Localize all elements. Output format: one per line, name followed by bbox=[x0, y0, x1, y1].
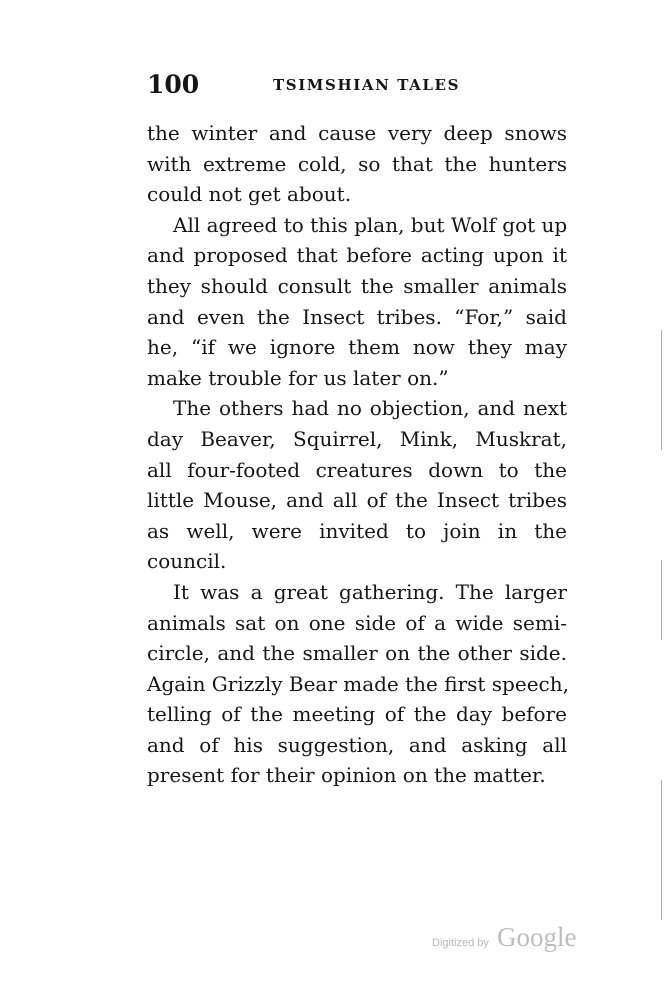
text-line: and of his suggestion, and asking all bbox=[147, 732, 567, 757]
body-text bbox=[147, 118, 567, 791]
text-line: and even the Insect tribes. “For,” said bbox=[147, 304, 567, 329]
text-line: present for their opinion on the matter. bbox=[147, 763, 546, 788]
text-line: circle, and the smaller on the other side. bbox=[147, 641, 567, 666]
text-line: animals sat on one side of a wide semi- bbox=[147, 610, 567, 635]
google-logo-text: Google bbox=[496, 922, 577, 952]
text-line: he, “if we ignore them now they may bbox=[147, 335, 567, 360]
text-line: could not get about. bbox=[147, 182, 352, 207]
text-line: little Mouse, and all of the Insect tribes bbox=[147, 488, 567, 513]
text-line: all four-footed creatures down to the bbox=[147, 457, 567, 482]
text-line: make trouble for us later on.” bbox=[147, 365, 449, 390]
watermark-prefix: Digitized by bbox=[432, 937, 489, 949]
page-header bbox=[147, 68, 567, 102]
text-line: telling of the meeting of the day before bbox=[147, 702, 567, 727]
page-edge-mark bbox=[661, 780, 662, 920]
text-line: as well, were invited to join in the bbox=[147, 518, 567, 543]
page-edge-mark bbox=[661, 330, 662, 450]
digitized-watermark bbox=[432, 922, 576, 958]
text-line: with extreme cold, so that the hunters bbox=[147, 151, 567, 176]
page-edge-mark bbox=[661, 560, 662, 640]
text-line: the winter and cause very deep snows bbox=[147, 121, 567, 145]
text-line: The others had no objection, and next bbox=[173, 396, 567, 421]
text-line: Again Grizzly Bear made the first speech, bbox=[147, 671, 569, 696]
page-number: 100 bbox=[147, 70, 200, 99]
text-line: day Beaver, Squirrel, Mink, Muskrat, bbox=[147, 426, 567, 451]
text-line: they should consult the smaller animals bbox=[147, 273, 567, 298]
text-line: council. bbox=[147, 549, 227, 574]
running-head: TSIMSHIAN TALES bbox=[273, 76, 461, 94]
text-line: It was a great gathering. The larger bbox=[173, 579, 567, 604]
text-line: All agreed to this plan, but Wolf got up bbox=[173, 212, 568, 237]
text-line: and proposed that before acting upon it bbox=[147, 243, 567, 268]
